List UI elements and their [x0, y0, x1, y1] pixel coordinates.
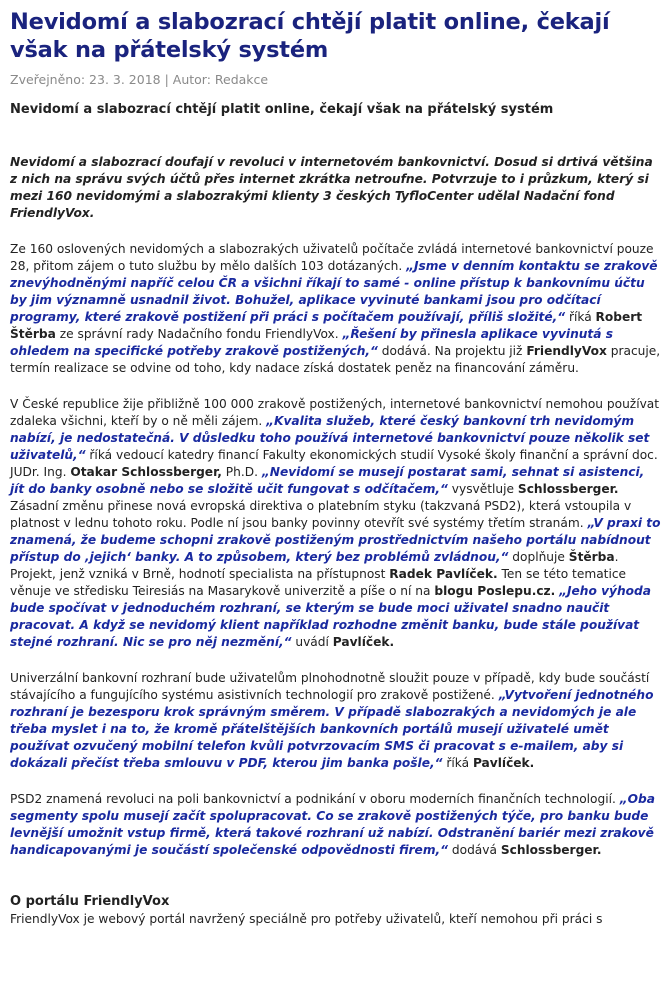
quote: „Řešení by přinesla aplikace vyvinutá s ohledem na specifické potřeby zrakově postižených,“ — [10, 327, 613, 358]
quote: „Kvalita služeb, které český bankovní trh nevidomým nabízí, je nedostatečná. V důsledku toho používá internetové bankovnictví pouze několik set uživatelů,“ — [10, 414, 650, 462]
text: Univerzální bankovní rozhraní bude uživatelům plnohodnotně sloužit pouze v případě, kdy bude součástí stávajícího a fungujícího systému asistivních technologií pro zrakově postižené. — [10, 671, 650, 702]
quote: „Vytvoření jednotného rozhraní je bezesporu krok správným směrem. V případě slabozrakých a nevidomých je ale třeba myslet i na to, že kromě přátelštějších bankovních portálů musejí uživatelé umět používat ozvučený mobilní telefon kvůli potvrzovacím SMS či pracovat s e-mailem, aby si dokázali přečíst třeba smlouvu v PDF, kterou jim banka pošle,“ — [10, 688, 654, 770]
text: říká vedoucí katedry financí Fakulty ekonomických studií Vysoké školy finanční a správní doc. JUDr. Ing. — [10, 448, 658, 479]
text: doplňuje — [508, 550, 569, 564]
text: říká — [565, 310, 596, 324]
paragraph-1 — [10, 241, 662, 377]
quote: „Oba segmenty spolu musejí začít spolupracovat. Co se zrakově postižených týče, pro banku bude levnější umožnit vstup firmě, která takové rozhraní už nabízí. Odstranění bariér mezi zrakově handicapovanými je součástí společenské odpovědnosti firem,“ — [10, 792, 655, 857]
section-heading: O portálu FriendlyVox — [10, 894, 170, 909]
paragraph-3 — [10, 670, 662, 772]
person-name: Robert Štěrba — [10, 310, 643, 341]
text: ze správní rady Nadačního fondu FriendlyVox. — [55, 327, 343, 341]
text: PSD2 znamená revoluci na poli bankovnictví a podnikání v oboru moderních finančních technologií. — [10, 792, 620, 806]
quote: „V praxi to znamená, že budeme schopni zrakově postiženým prostřednictvím našeho portálu nabídnout přístup do ‚jejich‘ banky. A to způsobem, který bez problémů zvládnou,“ — [10, 516, 661, 564]
person-name: Pavlíček. — [472, 756, 535, 770]
text: dodává. Na projektu již — [377, 344, 527, 358]
person-name: Schlossberger. — [517, 482, 619, 496]
article-perex: Nevidomí a slabozrací doufají v revoluci v internetovém bankovnictví. Dosud si drtivá většina z nich na správu svých účtů přes internet zkrátka netroufne. Potvrzuje to i průzkum, který si mezi 160 nevidomými a slabozrakými klienty 3 českých TyfloCenter udělal Nadační fond FriendlyVox. — [10, 155, 653, 220]
text: Ph.D. — [221, 465, 262, 479]
article-title: Nevidomí a slabozrací chtějí platit online, čekají však na přátelský systém — [10, 9, 610, 63]
person-name: Pavlíček. — [332, 635, 395, 649]
person-name: Štěrba — [568, 550, 615, 564]
paragraph-2 — [10, 396, 662, 651]
text: uvádí — [291, 635, 333, 649]
text: . Projekt, jenž vzniká v Brně, hodnotí specialista na přístupnost — [10, 550, 619, 581]
text: dodává — [448, 843, 501, 857]
person-name: Otakar Schlossberger, — [70, 465, 222, 479]
blog-name: blogu Poslepu.cz. — [434, 584, 556, 598]
quote: „Jsme v denním kontaktu se zrakově znevýhodněnými napříč celou ČR a všichni říkají to samé - online přístup k bankovnímu účtu by jim významně usnadnil život. Bohužel, aplikace vyvinuté bankami jsou pro odčítací programy, které zrakově postižení při práci s počítačem používají, příliš složité,“ — [10, 259, 658, 324]
person-name: Radek Pavlíček. — [389, 567, 498, 581]
text: Zásadní změnu přinese nová evropská direktiva o platebním styku (takzvaná PSD2), která vstoupila v platnost v lednu tohoto roku. Podle ní jsou banky povinny otevřít své systémy třetím stranám. — [10, 499, 632, 530]
text: pracuje, termín realizace se odvine od toho, kdy nadace získá dostatek peněz na financování záměru. — [10, 344, 661, 375]
text: Ten se této tematice věnuje ve středisku Teiresiás na Masarykově univerzitě a píše o ní na — [10, 567, 627, 598]
paragraph-4 — [10, 791, 662, 859]
article-meta: Zveřejněno: 23. 3. 2018 | Autor: Redakce — [10, 72, 269, 87]
text: Ze 160 oslovených nevidomých a slabozrakých uživatelů počítače zvládá internetové bankovnictví pouze 28, přitom zájem o tuto službu by mělo dalších 103 dotázaných. — [10, 242, 654, 273]
org-name: FriendlyVox — [526, 344, 607, 358]
text: vysvětluje — [447, 482, 518, 496]
quote: „Nevidomí se musejí postarat sami, sehnat si asistenci, jít do banky osobně nebo se složitě učit fungovat s odčítačem,“ — [10, 465, 645, 496]
section-text: FriendlyVox je webový portál navržený speciálně pro potřeby uživatelů, kteří nemohou při práci s — [10, 912, 603, 926]
person-name: Schlossberger. — [500, 843, 602, 857]
text: V České republice žije přibližně 100 000 zrakově postižených, internetové bankovnictví nemohou používat zdaleka všichni, kteří by o ně měli zájem. — [10, 397, 660, 428]
quote: „Jeho výhoda bude spočívat v jednoduchém rozhraní, se kterým se bude moci uživatel snadno naučit pracovat. A když se nevidomý klient například rozhodne změnit banku, bude stále používat stejné rozhraní. Nic se pro něj nezmění,“ — [10, 584, 651, 649]
text: říká — [442, 756, 473, 770]
article-lead-title: Nevidomí a slabozrací chtějí platit online, čekají však na přátelský systém — [10, 102, 554, 117]
